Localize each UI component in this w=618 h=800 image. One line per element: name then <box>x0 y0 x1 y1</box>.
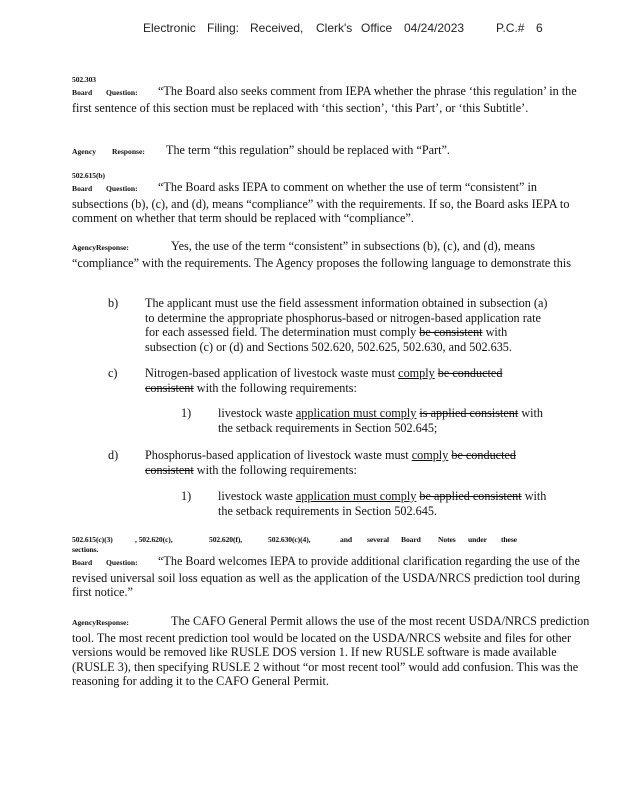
text-run: with the following requirements: <box>196 462 357 477</box>
item-d-line-2 <box>145 463 605 478</box>
section-502-615b <box>72 171 596 226</box>
item-d-line-1 <box>145 448 605 463</box>
deleted-text: be conducted <box>451 448 516 462</box>
header-pc: P.C.# <box>496 21 525 35</box>
section-ref: these <box>501 535 517 544</box>
section-502-303 <box>72 75 596 115</box>
inserted-text: application must comply <box>295 406 417 420</box>
text-run: livestock waste <box>218 489 293 503</box>
section-number: 502.615(b) <box>72 171 105 180</box>
deleted-text: consistent <box>145 380 194 395</box>
section-ref: 502.615(c)(3) <box>72 535 113 544</box>
inserted-text: comply <box>411 448 449 462</box>
board-question <box>72 554 596 600</box>
section-ref: under <box>468 535 487 544</box>
item-b <box>145 296 605 354</box>
header-filing: Filing: <box>207 21 240 35</box>
item-d-label: d) <box>108 448 119 462</box>
section-ref: Board <box>401 535 421 544</box>
board-question <box>72 84 596 115</box>
board-question <box>72 180 596 226</box>
item-d1-line-1 <box>218 489 598 504</box>
item-d1 <box>218 489 598 518</box>
item-d1-line-2: the setback requirements in Section 502.645. <box>218 503 437 518</box>
text-run: with <box>524 489 547 503</box>
question-label: Question: <box>106 184 138 193</box>
section-ref: Notes <box>438 535 456 544</box>
question-text: “The Board asks IEPA to comment on whether the use of term “consistent” in subsections (b), (c), and (d), means “compliance” with the requirements. If so, the Board asks IEPA to comment on whether that term should be replaced with “compliance”. <box>72 180 570 226</box>
board-label: Board <box>72 184 93 193</box>
question-text: “The Board also seeks comment from IEPA whether the phrase ‘this regulation’ in the first sentence of this section must be replaced with ‘this section’, ‘this Part’, or ‘this Subtitle’. <box>72 84 577 115</box>
deleted-text: be conducted <box>437 366 503 380</box>
text-run: with <box>521 406 543 420</box>
section-ref: , 502.620(c), <box>135 535 173 544</box>
text-run: for each assessed field. The determination must comply <box>145 325 417 340</box>
header-office: Office <box>361 21 393 35</box>
header-pc-number: 6 <box>536 21 543 35</box>
header-clerks: Clerk's <box>316 21 353 35</box>
deleted-text: be consistent <box>419 325 483 340</box>
item-c1-line-1 <box>218 406 598 421</box>
question-text: “The Board welcomes IEPA to provide additional clarification regarding the use of the revised universal soil loss equation as well as the application of the USDA/NRCS prediction tool during first notice.” <box>72 554 581 600</box>
header-electronic: Electronic <box>143 21 196 35</box>
item-b-label: b) <box>108 296 119 310</box>
section-number: 502.303 <box>72 75 96 84</box>
deleted-text: is applied consistent <box>419 406 519 420</box>
response-text: Yes, the use of the term “consistent” in subsections (b), (c), and (d), means “compliance” with the requirements. The Agency proposes the following language to demonstrate this <box>72 239 571 270</box>
item-b-line-3 <box>145 325 605 340</box>
item-d <box>145 448 605 477</box>
item-c-label: c) <box>108 366 118 380</box>
agency-response-502-303 <box>72 143 596 160</box>
item-c <box>145 366 605 395</box>
agency-response-502-615c3 <box>72 614 596 689</box>
text-run: with <box>485 325 508 340</box>
header-received: Received, <box>250 21 304 35</box>
item-c1-line-2: the setback requirements in Section 502.645; <box>218 420 438 435</box>
response-label: Response: <box>112 147 145 156</box>
deleted-text: consistent <box>145 462 194 477</box>
inserted-text: comply <box>398 366 435 380</box>
section-ref: and <box>340 535 352 544</box>
agency-response-label: AgencyResponse: <box>72 618 129 627</box>
item-c1 <box>218 406 598 435</box>
section-502-615c3 <box>72 535 596 600</box>
section-list-end: sections. <box>72 545 99 554</box>
section-ref: several <box>367 535 390 544</box>
section-list <box>72 535 596 545</box>
board-label: Board <box>72 88 93 97</box>
item-b-line-4: subsection (c) or (d) and Sections 502.620, 502.625, 502.630, and 502.635. <box>145 339 512 354</box>
item-c1-label: 1) <box>181 406 192 420</box>
text-run: Nitrogen-based application of livestock waste must <box>145 366 396 380</box>
agency-label: Agency <box>72 147 97 156</box>
agency-response-502-615b <box>72 239 596 270</box>
board-label: Board <box>72 558 93 567</box>
item-c-line-2 <box>145 381 605 396</box>
inserted-text: application must comply <box>295 489 417 503</box>
item-d1-label: 1) <box>181 489 192 503</box>
header-date: 04/24/2023 <box>404 21 465 35</box>
text-run: Phosphorus-based application of livestock waste must <box>145 448 409 462</box>
agency-response-label: AgencyResponse: <box>72 243 129 252</box>
section-ref: 502.620(f), <box>209 535 243 544</box>
section-ref: 502.630(c)(4), <box>268 535 311 544</box>
text-run: livestock waste <box>218 406 293 420</box>
deleted-text: be applied consistent <box>419 489 522 503</box>
text-run: with the following requirements: <box>196 380 357 395</box>
response-text: The CAFO General Permit allows the use of the most recent USDA/NRCS prediction tool. The most recent prediction tool would be located on the USDA/NRCS website and files for other versions would be removed like RUSLE DOS version 1. If new RUSLE software is made available (RUSLE 3), then specifying RUSLE 2 without “or most recent tool” would add confusion. This was the reasoning for adding it to the CAFO General Permit. <box>72 614 590 689</box>
question-label: Question: <box>106 88 138 97</box>
response-text: The term “this regulation” should be replaced with “Part”. <box>166 143 450 157</box>
item-b-line-2: to determine the appropriate phosphorus-based or nitrogen-based application rate <box>145 310 541 325</box>
item-c-line-1 <box>145 366 605 381</box>
question-label: Question: <box>106 558 138 567</box>
item-b-line-1: The applicant must use the field assessment information obtained in subsection (a) <box>145 296 548 310</box>
